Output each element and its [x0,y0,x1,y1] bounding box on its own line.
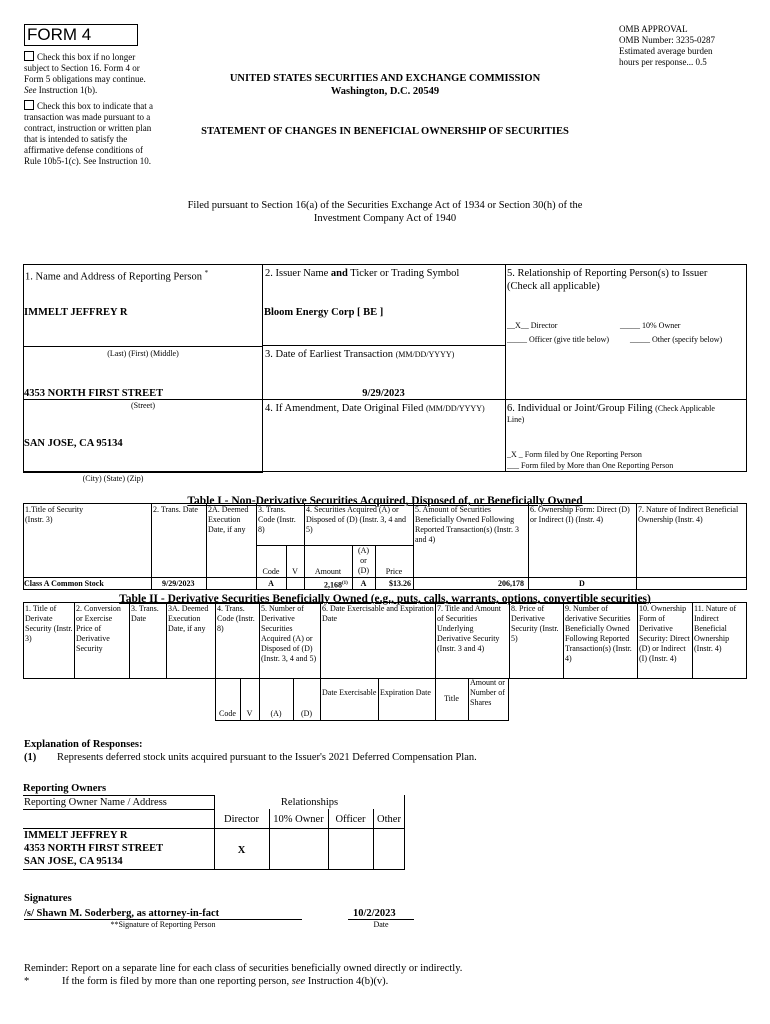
date-label: Date [373,920,389,929]
city-label: (City) (State) (Zip) [82,474,144,483]
owners-col-director: Director [224,814,259,825]
table1-title: Table I - Non-Derivative Securities Acquired, Disposed of, or Beneficially Owned [187,495,583,507]
owner-address: IMMELT JEFFREY R 4353 NORTH FIRST STREET SAN JOSE, CA 95134 [24,830,164,867]
footnote-text: Represents deferred stock units acquired pursuant to the Issuer's 2021 Deferred Compensation Plan. [57,752,477,763]
ten-percent-option: _____ 10% Owner [620,321,681,330]
t1-security: Class A Common Stock [24,579,104,588]
t1-sub-amount: Amount [314,567,342,576]
box4-label: 4. If Amendment, Date Original Filed (MM/DD/YYYY) [265,403,485,414]
t1-col7: 7. Nature of Indirect Beneficial Ownership (Instr. 4) [638,505,739,524]
name-parts-label: (Last) (First) (Middle) [107,349,179,358]
other-option: _____ Other (specify below) [630,335,723,344]
t2-sub-a: (A) [270,709,282,718]
t1-col2a: 2A. Deemed Execution Date, if any [208,505,249,534]
street-label: (Street) [131,401,155,410]
star-note: If the form is filed by more than one reporting person, see Instruction 4(b)(v). [62,976,389,987]
t1-col3: 3. Trans. Code (Instr. 8) [258,505,296,534]
t2-col2: 2. Conversion or Exercise Price of Derivative Security [76,604,121,653]
footnote-number: (1) [24,752,37,763]
owners-col-officer: Officer [335,814,366,825]
t2-sub-expiration: Expiration Date [380,688,431,697]
t1-date: 9/29/2023 [162,579,195,588]
box1-label: 1. Name and Address of Reporting Person * [25,269,209,283]
owners-heading: Reporting Owners [23,783,107,794]
box2-label: 2. Issuer Name and Ticker or Trading Symbol [265,268,460,279]
t1-col4: 4. Securities Acquired (A) or Disposed of (D) (Instr. 3, 4 and 5) [306,505,406,534]
table2-title: Table II - Derivative Securities Beneficially Owned (e.g., puts, calls, warrants, options, convertible securities) [119,593,651,605]
signer-name: /s/ Shawn M. Soderberg, as attorney-in-fact [24,908,220,919]
owners-col-relationships: Relationships [280,797,339,808]
t1-sub-ad: (A) or (D) [357,546,370,575]
t2-sub-code: Code [219,709,236,718]
t1-sub-v: V [292,567,298,576]
filing-option-one: _X _ Form filed by One Reporting Person [507,450,642,459]
t1-amount: 2,168$^{(1)}$ [324,580,348,590]
t1-col2: 2. Trans. Date [153,505,198,514]
t2-col4: 4. Trans. Code (Instr. 8) [217,604,255,633]
t1-owned: 206,178 [498,579,524,588]
signature-date: 10/2/2023 [353,908,396,919]
reporting-person-city: SAN JOSE, CA 95134 [24,438,123,449]
reporting-info-grid [23,264,747,472]
t1-sub-code: Code [262,567,280,576]
t2-sub-d: (D) [300,709,313,718]
t2-col11: 11. Nature of Indirect Beneficial Ownership (Instr. 4) [694,604,737,653]
t1-price: $13.26 [389,579,411,588]
statement-title: STATEMENT OF CHANGES IN BENEFICIAL OWNERSHIP OF SECURITIES [201,126,569,137]
t2-sub-amount: Amount or Number of Shares [470,678,505,707]
footnote-star: * [24,976,30,987]
reporting-person-street: 4353 NORTH FIRST STREET [24,388,164,399]
owners-col-other: Other [377,814,401,825]
checkbox-rule-10b5[interactable]: Check this box to indicate that a transaction was made pursuant to a contract, instruction or written plan that is intended to satisfy the affirmative defense conditions of Rule 10b5-1(c). See Instruction 10. [24,101,153,166]
checkbox-icon[interactable] [24,100,34,110]
filing-option-many: ___ Form filed by More than One Reporting Person [507,461,674,470]
officer-option: _____ Officer (give title below) [507,335,610,344]
t2-col3: 3. Trans. Date [131,604,159,623]
explanation-heading: Explanation of Responses: [24,739,143,750]
agency-heading: UNITED STATES SECURITIES AND EXCHANGE COMMISSION Washington, D.C. 20549 [229,73,541,97]
owner-director-mark: X [237,845,246,856]
filed-pursuant: Filed pursuant to Section 16(a) of the Securities Exchange Act of 1934 or Section 30(h) of the Investment Company Act of 1940 [187,200,583,224]
t2-col9: 9. Number of derivative Securities Beneficially Owned Following Reported Transaction(s) (Instr. 4) [565,604,632,663]
earliest-transaction-date: 9/29/2023 [362,388,405,399]
t2-col10: 10. Ownership Form of Derivative Security: Direct (D) or Indirect (I) (Instr. 4) [639,604,690,663]
t2-sub-v: V [246,709,253,718]
owners-col-10pct: 10% Owner [273,814,324,825]
t2-col7: 7. Title and Amount of Securities Underlying Derivative Security (Instr. 3 and 4) [437,604,502,653]
omb-approval: OMB APPROVAL OMB Number: 3235-0287 Estimated average burden hours per response... 0.5 [619,24,715,67]
t2-col1: 1. Title of Derivate Security (Instr. 3) [25,604,73,643]
reporting-person-name: IMMELT JEFFREY R [24,307,128,318]
t2-col8: 8. Price of Derivative Security (Instr. 5) [511,604,559,643]
owners-col-name: Reporting Owner Name / Address [24,797,167,808]
director-option: __X__ Director [507,321,558,330]
t2-col6: 6. Date Exercisable and Expiration Date [322,604,434,623]
t1-sub-price: Price [385,567,403,576]
reminder-text: Reminder: Report on a separate line for each class of securities beneficially owned directly or indirectly. [24,963,463,974]
box6-label: 6. Individual or Joint/Group Filing (Check Applicable Line) [507,403,715,424]
t2-sub-date-exercisable: Date Exercisable [322,688,377,697]
signature-label: **Signature of Reporting Person [110,920,216,929]
t2-col5: 5. Number of Derivative Securities Acquired (A) or Disposed of (D) (Instr. 3, 4 and 5) [261,604,317,663]
checkbox-icon[interactable] [24,51,34,61]
box3-label: 3. Date of Earliest Transaction (MM/DD/YYYY) [265,349,455,360]
checkbox-no-longer-subject[interactable]: Check this box if no longer subject to Section 16. Form 4 or Form 5 obligations may continue. See Instruction 1(b). [24,52,146,95]
t2-col3a: 3A. Deemed Execution Date, if any [168,604,209,633]
t1-col1: 1.Title of Security (Instr. 3) [25,505,84,524]
t1-col5: 5. Amount of Securities Beneficially Owned Following Reported Transaction(s) (Instr. 3 and 4) [415,505,519,544]
t1-col6: 6. Ownership Form: Direct (D) or Indirect (I) (Instr. 4) [530,505,630,524]
form-title: FORM 4 [27,25,92,44]
t1-ad: A [360,579,367,588]
t1-code: A [268,579,274,588]
t1-form: D [579,579,585,588]
issuer-name: Bloom Energy Corp [ BE ] [264,307,384,318]
box5-label: 5. Relationship of Reporting Person(s) to Issuer (Check all applicable) [507,268,708,292]
t2-sub-title: Title [444,694,459,703]
signatures-heading: Signatures [24,893,72,904]
